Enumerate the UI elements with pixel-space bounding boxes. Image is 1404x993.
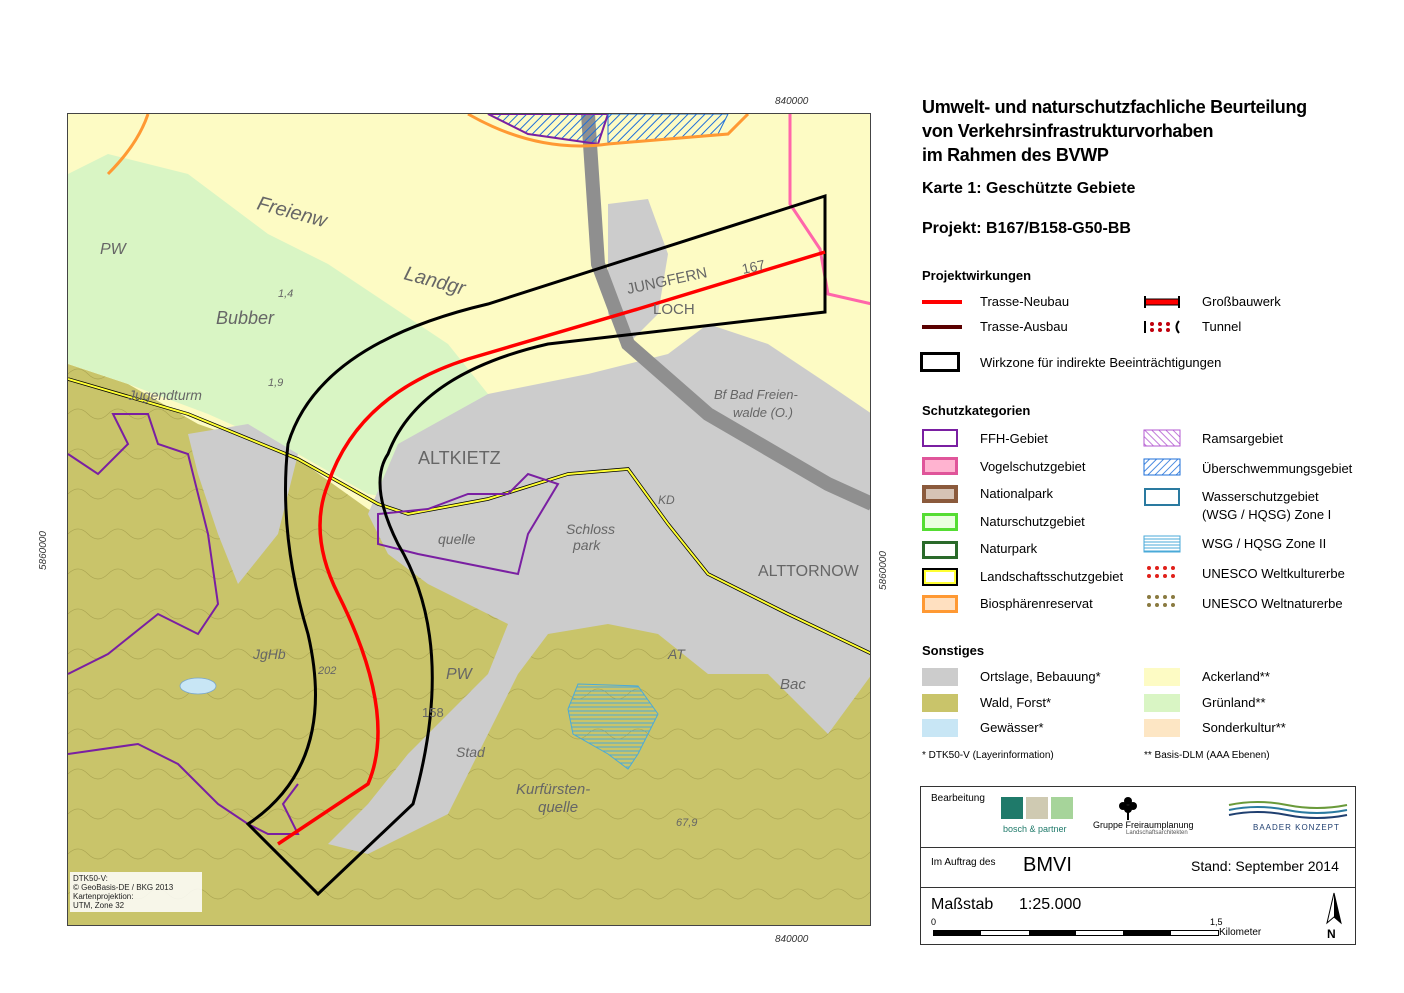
waves-icon — [1227, 799, 1349, 821]
scalebar-unit: Kilometer — [1219, 927, 1262, 938]
legend-swatch-neubau — [922, 300, 962, 304]
legend-label-tunnel: Tunnel — [1202, 319, 1242, 334]
legend-swatch-landschaftsschutz — [922, 568, 958, 586]
legend-label-grossbauwerk: Großbauwerk — [1202, 294, 1281, 309]
legend-swatch-nationalpark — [922, 485, 958, 503]
legend-heading-projektwirkungen: Projektwirkungen — [922, 268, 1032, 283]
label-altstadt: ALTTORNOW — [758, 563, 859, 580]
title-line-1: Umwelt- und naturschutzfachliche Beurteilung — [922, 97, 1307, 117]
label-kurfuersten: Kurfürsten- — [516, 781, 591, 798]
legend-label-naturschutzgebiet: Naturschutzgebiet — [980, 514, 1085, 529]
scalebar-seg — [934, 931, 981, 935]
legend-label-gewaesser: Gewässer* — [980, 720, 1044, 735]
label-167: 167 — [740, 256, 767, 277]
legend-swatch-ramsar — [1143, 429, 1183, 447]
legend-note-dlm: ** Basis-DLM (AAA Ebenen) — [1144, 750, 1270, 761]
legend-label-nationalpark: Nationalpark — [980, 486, 1053, 501]
legend-swatch-naturschutzgebiet — [922, 513, 958, 531]
legend-swatch-gewaesser — [922, 719, 958, 737]
legend-heading-sonstiges: Sonstiges — [922, 643, 985, 658]
lake — [180, 678, 216, 694]
label-158: 158 — [422, 705, 444, 720]
footer-divider — [921, 887, 1355, 888]
legend-swatch-tunnel — [1143, 319, 1183, 335]
label-at: AT — [668, 646, 685, 662]
credit-line: DTK50-V: — [73, 874, 108, 883]
footer-box — [920, 786, 1356, 945]
legend-swatch-sonderkultur — [1144, 719, 1180, 737]
scalebar-seg — [981, 931, 1028, 935]
legend-swatch-weltkulturerbe — [1143, 563, 1183, 581]
legend-label-weltkulturerbe: UNESCO Weltkulturerbe — [1202, 566, 1345, 581]
bosch-logo-block-3 — [1051, 797, 1073, 819]
legend-swatch-ueberschwemmung — [1143, 458, 1183, 476]
legend-swatch-ortslage — [922, 668, 958, 686]
label-walde: walde (O.) — [733, 405, 793, 420]
legend-label-gruenland: Grünland** — [1202, 695, 1266, 710]
label-jugendturm: Jugendturm — [128, 387, 202, 403]
footer-stand: Stand: September 2014 — [1191, 858, 1339, 874]
legend-label-wasserschutz: Wasserschutzgebiet — [1202, 489, 1319, 504]
footer-client: BMVI — [1023, 854, 1072, 876]
footer-auftrag: Im Auftrag des — [931, 857, 996, 868]
map-canvas[interactable] — [68, 114, 871, 926]
label-bf: Bf Bad Freien- — [714, 387, 798, 402]
legend-swatch-naturpark — [922, 541, 958, 559]
legend-swatch-wsg-zone2 — [1143, 535, 1183, 553]
scalebar-seg — [1076, 931, 1123, 935]
credit-line: UTM, Zone 32 — [73, 901, 125, 910]
label-bubber: Bubber — [216, 308, 275, 328]
map-frame[interactable] — [67, 113, 871, 926]
legend-label-landschaftsschutz: Landschaftsschutzgebiet — [980, 569, 1124, 584]
coord-right: 5860000 — [878, 551, 889, 590]
title-line-3: im Rahmen des BVWP — [922, 145, 1109, 165]
bosch-logo-block-1 — [1001, 797, 1023, 819]
coord-bottom: 840000 — [775, 934, 809, 945]
legend-swatch-wald — [922, 694, 958, 712]
label-h1: 1,4 — [278, 288, 294, 300]
legend-label-weltnaturerbe: UNESCO Weltnaturerbe — [1202, 596, 1343, 611]
label-landgr: Landgr — [401, 262, 468, 300]
bosch-logo-text: bosch & partner — [1003, 824, 1067, 834]
legend-swatch-ausbau — [922, 325, 962, 329]
scalebar-seg — [1123, 931, 1170, 935]
label-stad: Stad — [456, 744, 485, 760]
gruppe-logo-text: Gruppe Freiraumplanung — [1093, 820, 1194, 830]
scalebar-seg — [1029, 931, 1076, 935]
north-label: N — [1327, 927, 1336, 941]
legend-label-vogelschutz: Vogelschutzgebiet — [980, 459, 1086, 474]
label-altkietz: ALTKIETZ — [418, 448, 501, 468]
bosch-logo-block-2 — [1026, 797, 1048, 819]
legend-label-ffh: FFH-Gebiet — [980, 431, 1048, 446]
tree-icon — [1117, 795, 1139, 821]
legend-label-ueberschwemmung: Überschwemmungsgebiet — [1202, 461, 1353, 476]
north-arrow-icon — [1323, 891, 1345, 927]
legend-label-ramsar: Ramsargebiet — [1202, 431, 1283, 446]
legend-swatch-ffh — [922, 429, 958, 447]
legend-label-ackerland: Ackerland** — [1202, 669, 1270, 684]
title-line-2: von Verkehrsinfrastrukturvorhaben — [922, 121, 1214, 141]
coord-left: 5860000 — [38, 531, 49, 570]
legend-label-wirkzone: Wirkzone für indirekte Beeinträchtigungen — [980, 355, 1222, 370]
label-park: park — [573, 537, 601, 553]
legend-label-ausbau: Trasse-Ausbau — [980, 319, 1068, 334]
label-bac: Bac — [780, 676, 806, 693]
legend-label-naturpark: Naturpark — [980, 541, 1038, 556]
legend-label-biosphaere: Biosphärenreservat — [980, 596, 1093, 611]
project-title: Projekt: B167/B158-G50-BB — [922, 220, 1131, 237]
label-jungfern: JUNGFERN — [625, 264, 709, 298]
label-h2: 1,9 — [268, 377, 284, 389]
map-subtitle: Karte 1: Geschützte Gebiete — [922, 180, 1136, 197]
footer-bearbeitung: Bearbeitung — [931, 793, 985, 804]
legend-label-wasserschutz-2: (WSG / HQSG) Zone I — [1202, 507, 1332, 522]
footer-massstab-label: Maßstab — [931, 896, 994, 913]
coord-top: 840000 — [775, 96, 809, 107]
legend-label-neubau: Trasse-Neubau — [980, 294, 1070, 309]
baader-logo-text: BAADER KONZEPT — [1253, 823, 1340, 832]
label-jghb: JgHb — [253, 646, 286, 662]
label-loch: LOCH — [653, 301, 695, 318]
legend-swatch-gruenland — [1144, 694, 1180, 712]
credit-line: Kartenprojektion: — [73, 892, 134, 901]
label-schloss: Schloss — [566, 521, 616, 537]
scalebar-zero: 0 — [931, 917, 937, 927]
label-quelle: quelle — [438, 531, 476, 547]
legend-label-wsg-zone2: WSG / HQSG Zone II — [1202, 536, 1327, 551]
legend-swatch-vogelschutz — [922, 457, 958, 475]
legend-swatch-ackerland — [1144, 668, 1180, 686]
label-quelle2: quelle — [538, 799, 579, 816]
footer-scale-value: 1:25.000 — [1019, 896, 1082, 913]
label-pw-s: PW — [446, 666, 472, 683]
scalebar — [933, 930, 1219, 936]
legend-swatch-inner — [926, 572, 954, 582]
legend-swatch-wasserschutz — [1144, 488, 1180, 506]
legend-label-ortslage: Ortslage, Bebauung* — [980, 669, 1101, 684]
credit-line: © GeoBasis-DE / BKG 2013 — [73, 883, 174, 892]
label-pw-nw: PW — [100, 241, 126, 258]
label-freienw: Freienw — [254, 192, 330, 233]
label-kd: KD — [658, 493, 675, 507]
label-h3: 67,9 — [676, 817, 698, 829]
map-credits — [70, 872, 202, 912]
legend-swatch-wirkzone — [920, 352, 960, 372]
legend-label-sonderkultur: Sonderkultur** — [1202, 720, 1286, 735]
legend-heading-schutzkategorien: Schutzkategorien — [922, 403, 1031, 418]
scalebar-seg — [1171, 931, 1218, 935]
legend-swatch-biosphaere — [922, 595, 958, 613]
footer-divider — [921, 847, 1355, 848]
legend-swatch-weltnaturerbe — [1143, 592, 1183, 610]
scalebar-max: 1,5 — [1210, 917, 1223, 927]
gruppe-logo-subtext: Landschaftsarchitekten — [1126, 830, 1188, 836]
legend-note-dtk: * DTK50-V (Layerinformation) — [922, 750, 1054, 761]
legend-label-wald: Wald, Forst* — [980, 695, 1052, 710]
legend-swatch-grossbauwerk — [1143, 294, 1183, 310]
label-202: 202 — [318, 665, 337, 677]
